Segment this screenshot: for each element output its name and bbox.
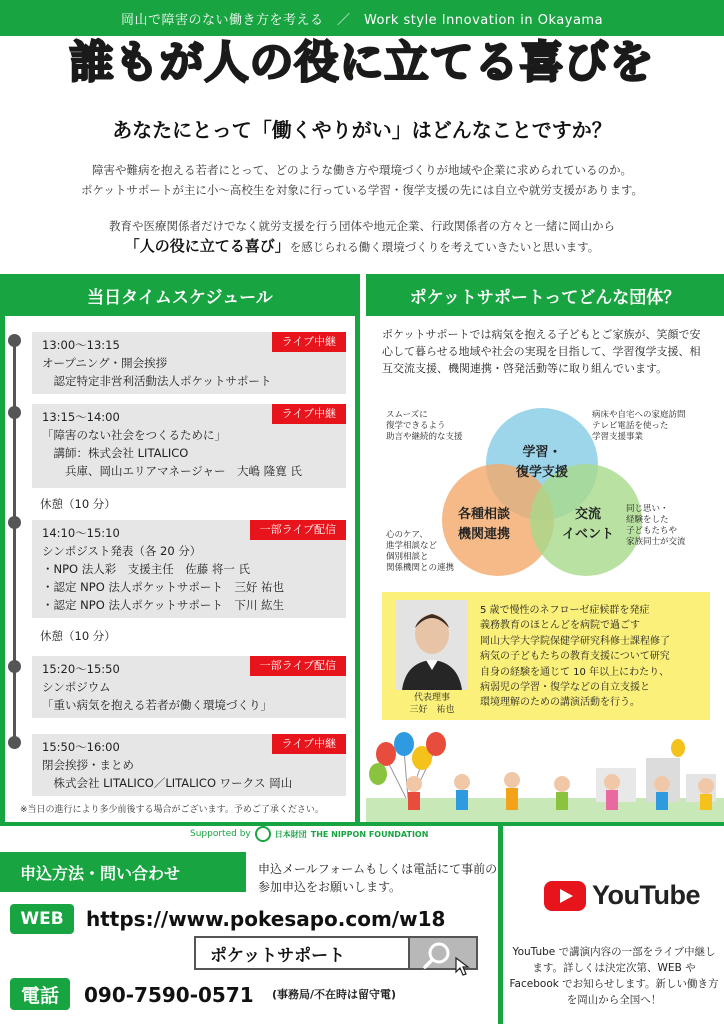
top-banner: [0, 0, 724, 36]
slot-line: 認定特定非営利活動法人ポケットサポート: [42, 374, 272, 388]
profile-bio-line: 病気の子どもたちの教育支援について研究: [480, 651, 670, 663]
schedule-heading-text: 当日タイムスケジュール: [87, 287, 273, 308]
phone-number[interactable]: 090-7590-0571: [84, 983, 254, 1007]
phone-note: (事務局/不在時は留守電): [272, 988, 397, 1001]
intro-rest: を感じられる働く環境づくりを考えていきたいと思います。: [289, 240, 600, 254]
slot-time: 15:50～16:00: [42, 740, 120, 754]
slot-line: オープニング・開会挨拶: [42, 356, 168, 370]
slot-line: ・NPO 法人彩 支援主任 佐藤 将一 氏: [42, 562, 251, 576]
intro-paragraph-2: [20, 216, 704, 257]
slot-line: ・認定 NPO 法人ポケットサポート 下川 紘生: [42, 598, 284, 612]
profile-bio-line: 環境理解のための講演活動を行う。: [480, 697, 640, 709]
timeline-dot: [8, 660, 21, 673]
slot-time: 14:10～15:10: [42, 526, 120, 540]
timeline-dot: [8, 516, 21, 529]
timeline-dot: [8, 334, 21, 347]
venn-note-learning: スムーズに 復学できるよう 助言や継続的な支援: [386, 410, 463, 442]
profile-bio-line: 岡山大学大学院保健学研究科修士課程修了: [480, 635, 670, 647]
slot-line: 株式会社 LITALICO／LITALICO ワークス 岡山: [42, 776, 293, 790]
intro-line: ポケットサポートが主に小～高校生を対象に行っている学習・復学支援の先には自立や就労支援があります。: [81, 183, 643, 197]
intro-paragraph-1: [20, 160, 704, 200]
schedule-slot-1: [32, 332, 346, 394]
slot-time: 13:00～13:15: [42, 338, 120, 352]
profile-name: 三好 祐也: [409, 705, 455, 715]
profile-bio: [480, 603, 706, 711]
venn-label-consult-1: 各種相談: [457, 507, 511, 522]
live-badge: ライブ中継: [272, 734, 346, 754]
venn-label-exchange-2: イベント: [561, 527, 615, 542]
live-badge: ライブ中継: [272, 404, 346, 424]
venn-label-learning-2: 復学支援: [515, 465, 569, 480]
sub-title: あなたにとって「働くやりがい」はどんなことですか？: [112, 118, 612, 142]
profile-bio-line: 義務教育のほとんどを病院で過ごす: [480, 620, 640, 632]
contact-heading-text: 申込方法・問い合わせ: [20, 863, 181, 883]
website-url[interactable]: https://www.pokesapo.com/w18: [86, 907, 446, 931]
contact-text: 申込メールフォームもしくは電話にて事前の参加申込をお願いします。: [258, 862, 498, 894]
venn-note-visit: 病床や自宅への家庭訪問 テレビ電話を使った 学習支援事業: [592, 410, 686, 442]
intro-line: 教育や医療関係者だけでなく就労支援を行う団体や地元企業、行政関係者の方々と一緒に岡山から: [109, 219, 615, 233]
slot-line: シンポジウム: [42, 680, 111, 694]
slot-line: 閉会挨拶・まとめ: [42, 758, 134, 772]
youtube-text: YouTube で講演内容の一部をライブ中継します。詳しくは決定次第、WEB や Facebook でお知らせします。新しい働き方を岡山から全国へ！: [509, 946, 719, 1006]
venn-label-exchange-1: 交流: [574, 507, 602, 522]
schedule-slot-3: [32, 520, 346, 618]
profile-avatar-icon: [396, 600, 468, 690]
main-title: 誰もが人の役に立てる喜びを: [69, 37, 655, 88]
youtube-play-icon: [544, 881, 586, 911]
profile-bio-line: 病弱児の学習・復学などの自立支援と: [480, 682, 650, 694]
schedule-slot-5: [32, 734, 346, 796]
intro-line: 障害や難病を抱える若者にとって、どのような働き方や環境づくりが地域や企業に求められているのか。: [91, 163, 633, 177]
partial-live-badge: 一部ライブ配信: [250, 520, 346, 540]
nippon-foundation-logo-icon: [255, 826, 271, 842]
partial-live-badge: 一部ライブ配信: [250, 656, 346, 676]
slot-line: シンポジスト発表（各 20 分）: [42, 544, 202, 558]
schedule-note: ※当日の進行により多少前後する場合がございます。予めご了承ください。: [20, 805, 324, 815]
profile-photo: [396, 600, 468, 690]
slot-line: 「重い病気を抱える若者が働く環境づくり」: [42, 698, 272, 712]
profile-bio-line: 5 歳で慢性のネフローゼ症候群を発症: [480, 605, 650, 616]
slot-line: ・認定 NPO 法人ポケットサポート 三好 祐也: [42, 580, 284, 594]
schedule-heading: [0, 274, 360, 316]
venn-label-learning-1: 学習・: [522, 445, 562, 460]
slot-line: 兵庫、岡山エリアマネージャー 大嶋 隆寛 氏: [42, 464, 302, 478]
web-label: WEB: [10, 904, 74, 934]
break-label: 休憩（10 分）: [40, 629, 116, 643]
contact-heading: [0, 852, 246, 892]
supported-by: [190, 826, 428, 842]
timeline-line: [13, 340, 16, 744]
break-label: 休憩（10 分）: [40, 497, 116, 511]
tel-label: 電話: [10, 978, 70, 1010]
slot-line: 講師：株式会社 LITALICO: [42, 446, 189, 460]
about-description: ポケットサポートでは病気を抱える子どもとご家族が、笑顔で安心して暮らせる地域や社会の実現を目指して、学習復学支援、相互交流支援、機関連携・啓発活動等に取り組んでいます。: [382, 328, 701, 375]
slot-line: 「障害のない社会をつくるために」: [42, 428, 226, 442]
venn-note-exchange: 同じ思い・ 経験をした 子どもたちや 家族同士が交流: [626, 504, 686, 547]
search-icon: [410, 938, 476, 976]
intro-highlight: 「人の役に立てる喜び」: [124, 237, 290, 255]
profile-caption: [396, 692, 468, 716]
schedule-slot-2: [32, 404, 346, 488]
intro-line: [20, 236, 704, 257]
schedule-slot-4: [32, 656, 346, 718]
children-balloons-illustration: [366, 728, 724, 824]
org-name-en: THE NIPPON FOUNDATION: [310, 829, 429, 839]
org-name-ja: 日本財団: [274, 829, 307, 839]
profile-bio-line: 自身の経験を通じて 10 年以上にわたり、: [480, 666, 670, 678]
supported-by-text: Supported by: [190, 829, 251, 839]
about-heading-text: ポケットサポートってどんな団体？: [409, 287, 681, 308]
venn-label-consult-2: 機関連携: [457, 527, 511, 542]
youtube-logo[interactable]: [544, 880, 700, 911]
live-badge: ライブ中継: [272, 332, 346, 352]
slot-time: 15:20～15:50: [42, 662, 120, 676]
venn-note-consult: 心のケア、 進学相談など 個別相談と 関係機関との連携: [386, 530, 455, 573]
timeline-dot: [8, 736, 21, 749]
about-heading: [366, 274, 724, 316]
timeline-dot: [8, 406, 21, 419]
banner-text: 岡山で障害のない働き方を考える ／ Work style Innovation in Okayama: [120, 12, 604, 28]
youtube-wordmark: YouTube: [592, 880, 700, 910]
profile-role: 代表理事: [413, 693, 450, 703]
search-box[interactable]: ポケットサポート: [194, 936, 410, 970]
search-button[interactable]: [410, 936, 478, 970]
slot-time: 13:15～14:00: [42, 410, 120, 424]
illustration-icon: [366, 728, 724, 824]
